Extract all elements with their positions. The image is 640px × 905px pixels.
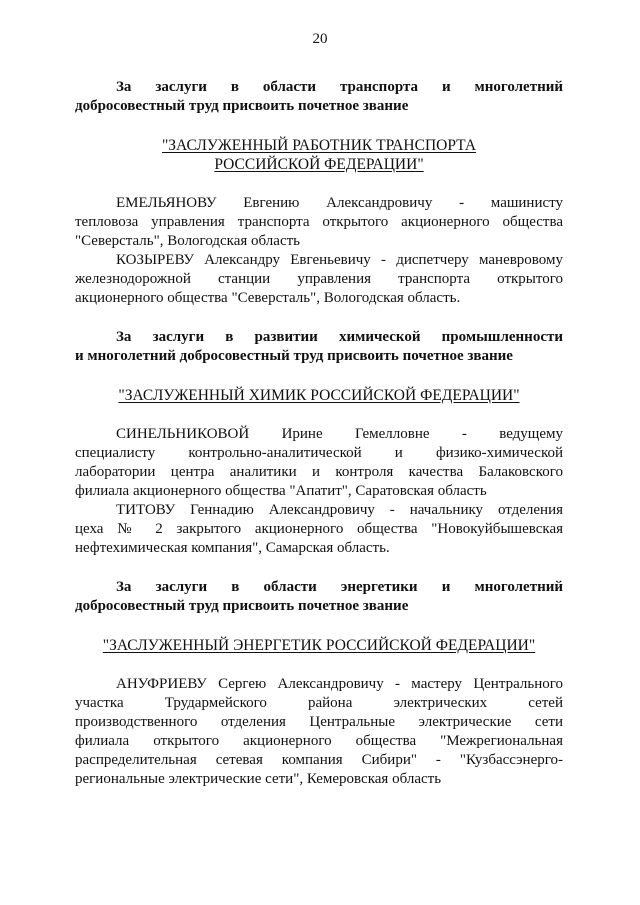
award-title-line: "ЗАСЛУЖЕННЫЙ ХИМИК РОССИЙСКОЙ ФЕДЕРАЦИИ" (118, 387, 520, 404)
entry-line: железнодорожной станции управления транспорта открытого (75, 271, 563, 287)
entry-line: акционерного общества "Северсталь", Вологодская область. (75, 290, 461, 306)
entry-line: ЕМЕЛЬЯНОВУ Евгению Александровичу - машинисту (116, 195, 563, 211)
page-number: 20 (312, 31, 328, 47)
award-title (75, 636, 563, 655)
section-transport (75, 78, 563, 308)
entry-line: тепловоза управления транспорта открытого акционерного общества (75, 214, 563, 230)
entry-line: участка Трудармейского района электрических сетей (75, 695, 563, 711)
section-intro (75, 328, 563, 366)
section-chemistry (75, 328, 563, 558)
awardee-entry (75, 425, 563, 501)
entry-line: ТИТОВУ Геннадию Александровичу - начальнику отделения (116, 502, 563, 518)
entry-line: цеха № 2 закрытого акционерного общества "Новокуйбышевская (75, 521, 563, 537)
intro-line: добросовестный труд присвоить почетное звание (75, 98, 409, 114)
entry-line: лаборатории центра аналитики и контроля качества Балаковского (75, 464, 563, 480)
intro-line: За заслуги в области энергетики и многолетний (116, 579, 563, 595)
section-intro (75, 578, 563, 616)
intro-line: добросовестный труд присвоить почетное звание (75, 598, 409, 614)
section-energy (75, 578, 563, 789)
entry-line: "Северсталь", Вологодская область (75, 233, 301, 249)
awardee-entry (75, 251, 563, 308)
document-body (75, 78, 563, 789)
entry-line: распределительная сетевая компания Сибири" - "Кузбассэнерго- (75, 752, 563, 768)
entry-line: КОЗЫРЕВУ Александру Евгеньевичу - диспетчеру маневровому (116, 252, 563, 268)
award-title-line: "ЗАСЛУЖЕННЫЙ ЭНЕРГЕТИК РОССИЙСКОЙ ФЕДЕРАЦИИ" (102, 637, 536, 654)
entry-line: специалисту контрольно-аналитической и физико-химической (75, 445, 563, 461)
entry-line: нефтехимическая компания", Самарская область. (75, 540, 390, 556)
intro-line: За заслуги в развитии химической промышленности (116, 329, 563, 345)
intro-line: За заслуги в области транспорта и многолетний (116, 79, 563, 95)
awardee-entry (75, 194, 563, 251)
entry-line: АНУФРИЕВУ Сергею Александровичу - мастеру Центрального (116, 676, 563, 692)
award-title (75, 386, 563, 405)
entry-line: производственного отделения Центральные электрические сети (75, 714, 563, 730)
award-title-line: "ЗАСЛУЖЕННЫЙ РАБОТНИК ТРАНСПОРТА (161, 137, 477, 154)
awardee-entry (75, 501, 563, 558)
award-title-line: РОССИЙСКОЙ ФЕДЕРАЦИИ" (214, 156, 424, 173)
entry-line: филиала открытого акционерного общества "Межрегиональная (75, 733, 563, 749)
intro-line: и многолетний добросовестный труд присвоить почетное звание (75, 348, 513, 364)
entry-line: СИНЕЛЬНИКОВОЙ Ирине Гемелловне - ведущему (116, 426, 563, 442)
entry-line: филиала акционерного общества "Апатит", Саратовская область (75, 483, 487, 499)
award-title (75, 136, 563, 174)
entry-line: региональные электрические сети", Кемеровская область (75, 771, 442, 787)
awardee-entry (75, 675, 563, 789)
section-intro (75, 78, 563, 116)
